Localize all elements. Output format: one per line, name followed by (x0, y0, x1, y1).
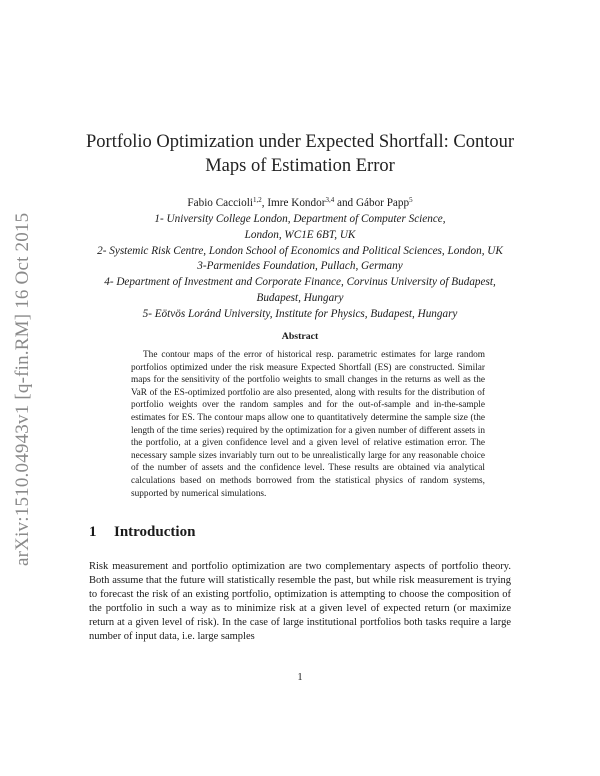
abstract-text (131, 349, 485, 500)
affiliation-line: 3-Parmenides Foundation, Pullach, Germany (197, 260, 403, 273)
author-name: Gábor Papp (355, 197, 410, 209)
author-separator: , (261, 197, 268, 209)
abstract-paragraph: The contour maps of the error of historical resp. parametric estimates for large random portfolios optimized under the risk measure Expected Shortfall (ES) are constructed. Similar maps for the sensitivity of the portfolio weights to small changes in the returns as well as the VaR of the ES-optimized portfolio are also presented, along with results for the distribution of portfolio weights over the random samples and for the out-of-sample and in-the-sample estimates for ES. The contour maps allow one to quantitatively determine the sample size (the length of the time series) required by the optimization for a given number of different assets in the portfolio, at a given confidence level and a given level of relative estimation error. The necessary sample sizes invariably turn out to be unrealistically large for any reasonable choice of the number of assets and the confidence level. These results are obtained via analytical calculations based on methods borrowed from the statistical physics of random systems, supported by numerical simulations. (131, 350, 485, 499)
affiliation-line: 4- Department of Investment and Corporate Finance, Corvinus University of Budapest, (104, 276, 496, 289)
title-line-1: Portfolio Optimization under Expected Shortfall: Contour (86, 132, 514, 152)
author-affiliation-mark: 3,4 (325, 196, 335, 204)
arxiv-identifier: arXiv:1510.04943v1 [q-fin.RM] 16 Oct 2015 (12, 212, 33, 566)
author-affiliation-mark: 5 (409, 196, 413, 204)
section-title: Introduction (114, 524, 196, 540)
affiliation-line: 2- Systemic Risk Centre, London School of Economics and Political Sciences, London, UK (97, 244, 503, 257)
paper-title (80, 130, 520, 178)
author-list (60, 196, 540, 212)
abstract-heading: Abstract (281, 331, 319, 342)
affiliation-line: 1- University College London, Department of Computer Science, (154, 213, 446, 225)
section-heading (89, 524, 195, 541)
author-name: Imre Kondor (267, 197, 326, 209)
introduction-paragraph: Risk measurement and portfolio optimization are two complementary aspects of portfolio theory. Both assume that the future will statistically resemble the past, but while risk measurement is trying to forecast the risk of an existing portfolio, optimization is attempting to choose the composition of the portfolio in such a way as to minimize risk at a given level of expected return (or maximize return at a given level of risk). In the case of large institutional portfolios both tasks require a large number of input data, i.e. large samples (89, 561, 511, 643)
author-separator: and (334, 197, 356, 209)
affiliation-line: Budapest, Hungary (256, 291, 344, 304)
affiliation-line: London, WC1E 6BT, UK (244, 228, 356, 241)
author-name: Fabio Caccioli (187, 197, 253, 209)
title-line-2: Maps of Estimation Error (205, 156, 395, 176)
affiliation-line: 5- Eötvös Loránd University, Institute for Physics, Budapest, Hungary (142, 307, 458, 320)
affiliation-list (60, 212, 540, 323)
author-affiliation-mark: 1,2 (252, 196, 262, 204)
section-number: 1 (89, 524, 97, 540)
page-number: 1 (297, 672, 303, 683)
